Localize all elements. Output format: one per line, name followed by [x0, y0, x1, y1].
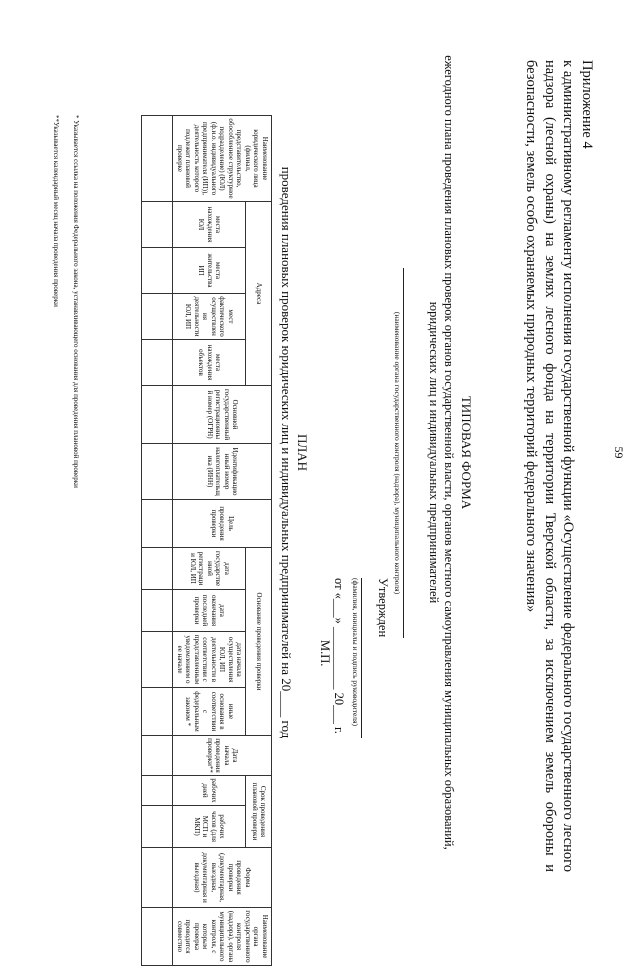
appendix-body: к административному регламенту исполнения государственной функции «Осуществление федерального государственного лесного надзора (лесной охраны) на землях лесного фонда на территории Тверской области, за исключением земель обороны и безопасности, земель особо охраняемых природных территорий федерального значения»: [523, 60, 577, 872]
plan-subtitle: проведения плановых проверок юридических лиц и индивидуальных предпринимателей на 20____ год: [279, 166, 294, 739]
approval-date: от «___» __________ 20___ г.: [332, 578, 346, 734]
header-ground-start-activity: дата начала осуществления ЮЛ, ИП деятельности в соответствии с представленным уведомлением о ее начале: [173, 632, 246, 688]
approved-label: Утвержден: [376, 578, 390, 638]
table-row: [142, 116, 173, 966]
header-ogrn: Основной государственный регистрационный номер (ОГРН): [173, 386, 272, 444]
header-ground-other: иные основания в соответствии с федеральным законом *: [173, 688, 246, 736]
header-form: Форма проведения проверки (документарная, выездная, документарная и выездная): [173, 848, 272, 908]
footnote-one: * Указывается ссылка на положения Федерального закона, устанавливающего основания для проведения плановой проверки: [72, 115, 80, 488]
header-ground-registration: дата государственной регистрации ЮЛ, ИП: [173, 548, 246, 590]
head-caption: (фамилия, инициалы и подпись руководителя): [351, 578, 360, 726]
header-addr-residence: места жительства ИП: [173, 248, 246, 294]
appendix-title: Приложение 4: [579, 60, 595, 149]
header-term-hours: рабочих часов (для МСП и МКП): [173, 806, 246, 848]
header-addr-objects: места нахождения объектов: [173, 340, 246, 386]
seal-label: М.П.: [318, 640, 332, 667]
header-joint-authority: Наименование органа государственного контроля (надзора), органа муниципального контроля, с которым проверка проводится совместно: [173, 908, 272, 966]
header-addr-location: места нахождения ЮЛ: [173, 202, 246, 248]
header-term: Срок проведения плановой проверки: [246, 776, 272, 848]
footnote-two: **Указывается календарный месяц начала проведения проверки: [52, 115, 60, 307]
appendix-block: [522, 60, 596, 872]
header-start-date: Дата начала проведения проверки**: [173, 736, 272, 776]
page-number: 59: [612, 446, 626, 459]
form-subtitle: ежегодного плана проведения плановых проверок органов государственной власти, органов местного самоуправления муниципальных образований, юридических лиц и индивидуальных предпринимателей: [427, 55, 456, 850]
header-addresses: Адреса: [246, 202, 272, 386]
header-inn: Идентификационный номер налогоплательщика (ИНН): [173, 444, 272, 500]
header-addr-activity: мест фактического осуществления деятельности ЮЛ, ИП: [173, 294, 246, 340]
org-caption: (наименование органа государственного контроля (надзора), муниципального контроля): [393, 311, 402, 595]
header-purpose: Цель проведения проверки: [173, 500, 272, 548]
org-name-line: [403, 268, 404, 638]
plan-title: ПЛАН: [295, 434, 310, 471]
plan-table: [142, 115, 273, 966]
header-grounds: Основание проведения проверки: [246, 548, 272, 736]
header-ground-last-check: дата окончания последней проверки: [173, 590, 246, 632]
form-type-title: ТИПОВАЯ ФОРМА: [459, 395, 474, 510]
header-legal-entity: Наименование юридического лица (филиал, представительство, обособленное структурное подразделение) (ЮЛ) (ф.и.о. индивидуального предпринимателя (ИП)), деятельность которого подлежит плановой проверке: [173, 116, 272, 202]
head-signature-line: [361, 578, 362, 738]
header-term-days: рабочих дней: [173, 776, 246, 806]
